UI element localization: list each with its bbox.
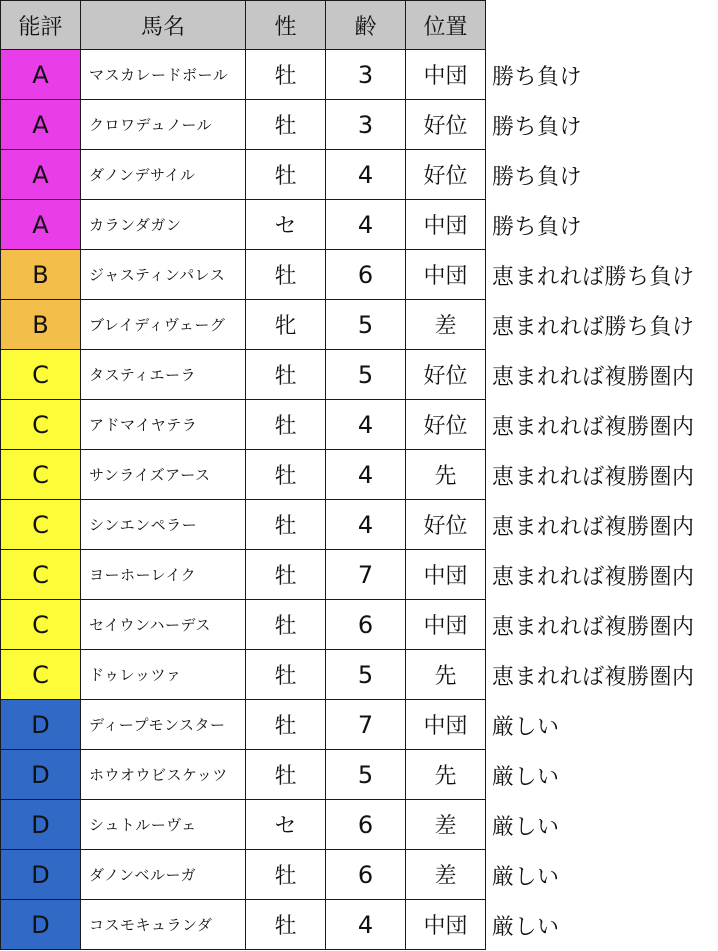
comment-cell: 恵まれれば複勝圏内 [492,414,695,440]
rating-cell: C [0,650,81,700]
horse-name-cell: ブレイディヴェーグ [81,300,246,350]
rating-cell: C [0,550,81,600]
position-cell: 好位 [406,150,486,200]
position-cell: 差 [406,800,486,850]
sex-cell: 牡 [246,700,326,750]
comment-cell: 厳しい [492,914,560,940]
sex-cell: 牡 [246,850,326,900]
sex-cell: セ [246,800,326,850]
horse-name-cell: セイウンハーデス [81,600,246,650]
position-cell: 好位 [406,400,486,450]
age-cell: 5 [326,650,406,700]
position-cell: 好位 [406,350,486,400]
sex-cell: 牡 [246,750,326,800]
sex-cell: 牡 [246,350,326,400]
sex-cell: 牡 [246,450,326,500]
horse-name-cell: ダノンベルーガ [81,850,246,900]
horse-name-cell: カランダガン [81,200,246,250]
rating-cell: A [0,50,81,100]
sex-cell: 牡 [246,150,326,200]
header-comment-empty [486,0,718,50]
comment-cell: 勝ち負け [492,114,583,140]
horse-name-cell: ヨーホーレイク [81,550,246,600]
rating-cell: C [0,400,81,450]
comment-cell: 勝ち負け [492,64,583,90]
position-cell: 好位 [406,100,486,150]
age-cell: 4 [326,500,406,550]
comment-cell: 恵まれれば複勝圏内 [492,364,695,390]
sex-cell: 牡 [246,550,326,600]
comment-cell: 恵まれれば複勝圏内 [492,614,695,640]
rating-cell: A [0,200,81,250]
position-cell: 中団 [406,900,486,950]
position-cell: 中団 [406,200,486,250]
position-cell: 先 [406,750,486,800]
sex-cell: 牝 [246,300,326,350]
header-sex: 性 [246,0,326,50]
header-horse-name: 馬名 [81,0,246,50]
comment-cell: 恵まれれば勝ち負け [492,314,695,340]
rating-cell: D [0,750,81,800]
comment-cell: 厳しい [492,764,560,790]
age-cell: 5 [326,750,406,800]
rating-cell: A [0,150,81,200]
comment-cell: 恵まれれば複勝圏内 [492,564,695,590]
position-cell: 先 [406,650,486,700]
age-cell: 7 [326,700,406,750]
age-cell: 6 [326,250,406,300]
sex-cell: 牡 [246,900,326,950]
horse-name-cell: アドマイヤテラ [81,400,246,450]
age-cell: 5 [326,350,406,400]
position-cell: 中団 [406,700,486,750]
position-cell: 中団 [406,250,486,300]
horse-name-cell: クロワデュノール [81,100,246,150]
position-cell: 差 [406,300,486,350]
rating-cell: D [0,800,81,850]
rating-cell: C [0,450,81,500]
sex-cell: 牡 [246,50,326,100]
age-cell: 3 [326,100,406,150]
position-cell: 好位 [406,500,486,550]
header-rating: 能評 [0,0,81,50]
sex-cell: 牡 [246,250,326,300]
rating-cell: B [0,250,81,300]
age-cell: 6 [326,800,406,850]
position-cell: 中団 [406,600,486,650]
header-age: 齢 [326,0,406,50]
age-cell: 4 [326,400,406,450]
age-cell: 4 [326,150,406,200]
sex-cell: 牡 [246,400,326,450]
comment-cell: 恵まれれば複勝圏内 [492,514,695,540]
horse-name-cell: タスティエーラ [81,350,246,400]
comment-cell: 厳しい [492,714,560,740]
header-position: 位置 [406,0,486,50]
age-cell: 4 [326,450,406,500]
rating-cell: D [0,900,81,950]
rating-cell: D [0,850,81,900]
horse-name-cell: ダノンデサイル [81,150,246,200]
sex-cell: 牡 [246,600,326,650]
comment-cell: 厳しい [492,864,560,890]
rating-cell: B [0,300,81,350]
position-cell: 中団 [406,50,486,100]
age-cell: 3 [326,50,406,100]
age-cell: 5 [326,300,406,350]
comment-cell: 恵まれれば複勝圏内 [492,664,695,690]
comment-cell: 勝ち負け [492,164,583,190]
age-cell: 4 [326,200,406,250]
age-cell: 4 [326,900,406,950]
age-cell: 7 [326,550,406,600]
horse-name-cell: ジャスティンパレス [81,250,246,300]
rating-cell: A [0,100,81,150]
position-cell: 先 [406,450,486,500]
horse-name-cell: シュトルーヴェ [81,800,246,850]
age-cell: 6 [326,600,406,650]
sex-cell: セ [246,200,326,250]
sex-cell: 牡 [246,650,326,700]
horse-name-cell: サンライズアース [81,450,246,500]
comment-cell: 恵まれれば勝ち負け [492,264,695,290]
comment-cell: 恵まれれば複勝圏内 [492,464,695,490]
comment-cell: 厳しい [492,814,560,840]
horse-name-cell: ディープモンスター [81,700,246,750]
rating-cell: C [0,500,81,550]
horse-name-cell: マスカレードボール [81,50,246,100]
position-cell: 中団 [406,550,486,600]
sex-cell: 牡 [246,500,326,550]
rating-cell: C [0,600,81,650]
sex-cell: 牡 [246,100,326,150]
horse-name-cell: コスモキュランダ [81,900,246,950]
comment-cell: 勝ち負け [492,214,583,240]
position-cell: 差 [406,850,486,900]
horse-name-cell: ドゥレッツァ [81,650,246,700]
rating-cell: C [0,350,81,400]
horse-name-cell: ホウオウビスケッツ [81,750,246,800]
horse-name-cell: シンエンペラー [81,500,246,550]
rating-cell: D [0,700,81,750]
age-cell: 6 [326,850,406,900]
